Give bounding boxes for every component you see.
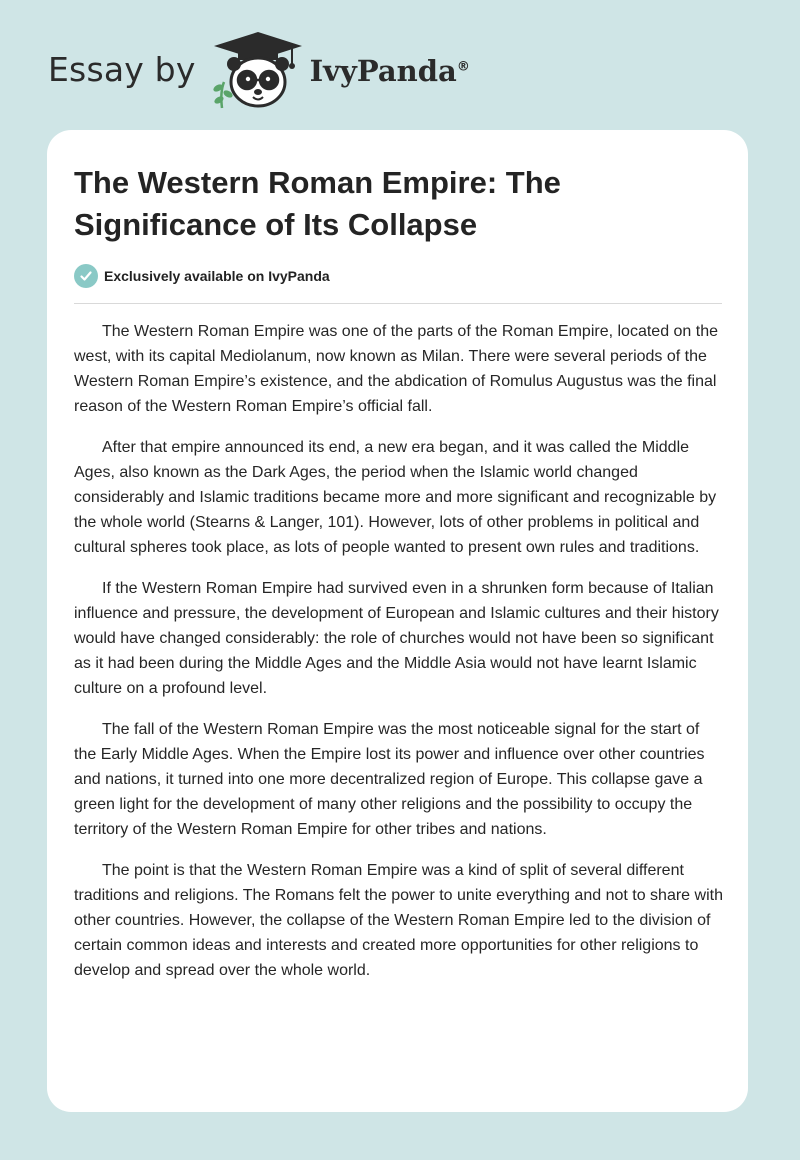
- essay-body: [74, 319, 724, 999]
- page-title: The Western Roman Empire: The Significance of Its Collapse: [74, 165, 561, 242]
- registered-mark: ®: [456, 59, 470, 75]
- brand-header: [48, 30, 470, 110]
- panda-graduate-logo-icon: [210, 30, 306, 110]
- essay-by-label: Essay by: [48, 49, 196, 89]
- brand-name-text: IvyPanda: [309, 54, 457, 88]
- essay-card: [47, 130, 748, 1112]
- paragraph: The Western Roman Empire was one of the parts of the Roman Empire, located on the west, with its capital Mediolanum, now known as Milan. There were several periods of the Western Roman Empire’s existence, and the abdication of Romulus Augustus was the final reason of the Western Roman Empire’s official fall.: [74, 323, 719, 415]
- paragraph: After that empire announced its end, a new era began, and it was called the Middle Ages, also known as the Dark Ages, the period when the Islamic world changed considerably and Islamic traditions became more and more significant and recognizable by the whole world (Stearns & Langer, 101). However, lots of other problems in political and cultural spheres took place, as lots of people wanted to present own rules and traditions.: [74, 439, 717, 556]
- paragraph: If the Western Roman Empire had survived even in a shrunken form because of Italian influence and pressure, the development of European and Islamic cultures and their history would have changed considerably: the role of churches would not have been so significant as it had been during the Middle Ages and the Middle Asia would not have learnt Islamic culture on a profound level.: [74, 580, 719, 697]
- divider: [74, 303, 722, 304]
- exclusive-badge: [74, 264, 330, 288]
- check-icon: [74, 264, 98, 288]
- paragraph: The fall of the Western Roman Empire was the most noticeable signal for the start of the Early Middle Ages. When the Empire lost its power and influence over other countries and nations, it turned into one more decentralized region of Europe. This collapse gave a green light for the development of many other religions and the possibility to occupy the territory of the Western Roman Empire for other tribes and nations.: [74, 721, 705, 838]
- brand-name: [310, 54, 470, 88]
- exclusive-badge-text: Exclusively available on IvyPanda: [104, 268, 330, 284]
- paragraph: The point is that the Western Roman Empire was a kind of split of several different traditions and religions. The Romans felt the power to unite everything and not to share with other countries. However, the collapse of the Western Roman Empire led to the division of certain common ideas and interests and created more opportunities for other religions to develop and spread over the whole world.: [74, 862, 723, 979]
